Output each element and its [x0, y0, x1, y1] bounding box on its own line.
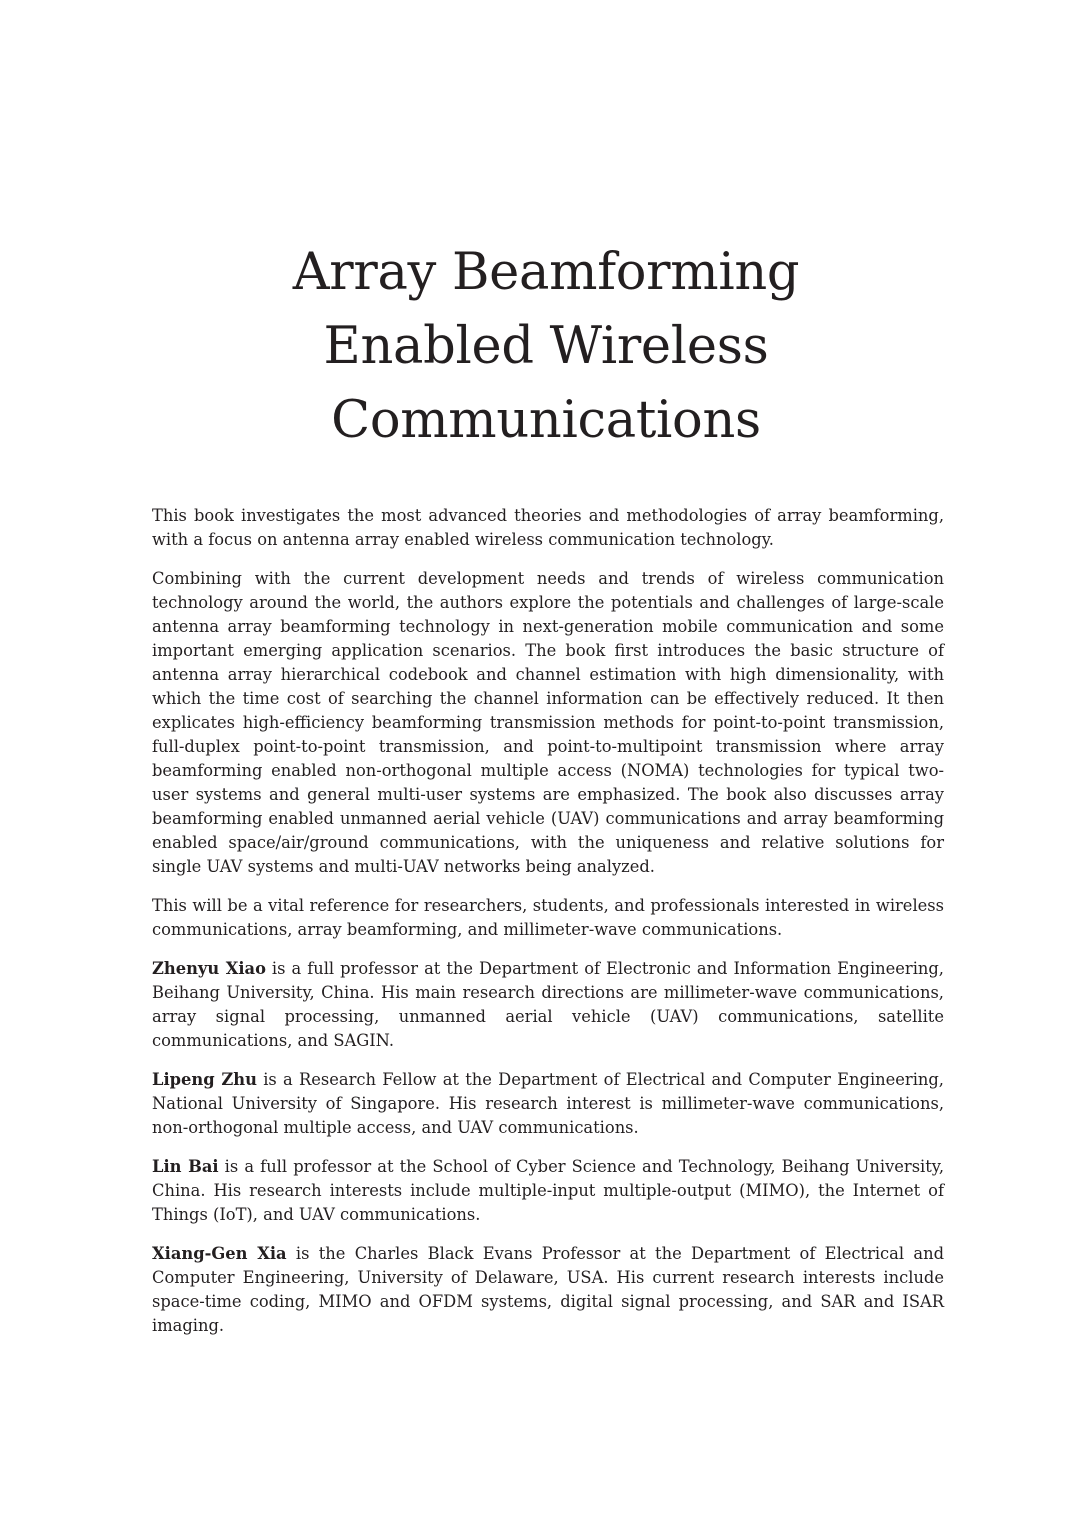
author-name: Lin Bai [152, 1157, 219, 1176]
title-line-3: Communications [331, 391, 761, 450]
description-paragraph-2: Combining with the current development needs and trends of wireless communication technology around the world, the authors explore the potentials and challenges of large-scale antenna array beamforming technology in next-generation mobile communication and some important emerging application scenarios. The book first introduces the basic structure of antenna array hierarchical codebook and channel estimation with high dimensionality, with which the time cost of searching the channel information can be effectively reduced. It then explicates high-efficiency beamforming transmission methods for point-to-point transmission, full-duplex point-to-point transmission, and point-to-multipoint transmission where array beamforming enabled non-orthogonal multiple access (NOMA) technologies for typical two-user systems and general multi-user systems are emphasized. The book also discusses array beamforming enabled unmanned aerial vehicle (UAV) communications and array beamforming enabled space/air/ground communications, with the uniqueness and relative solutions for single UAV systems and multi-UAV networks being analyzed. [152, 569, 944, 876]
author-bio-text: is a full professor at the Department of Electronic and Information Engineering, Beihang University, China. His main research directions are millimeter-wave communications, array signal processing, unmanned aerial vehicle (UAV) communications, satellite communications, and SAGIN. [152, 959, 944, 1050]
title-line-2: Enabled Wireless [323, 317, 769, 376]
author-bio-lipeng-zhu [152, 1068, 944, 1140]
author-name: Zhenyu Xiao [152, 959, 266, 978]
author-bio-lin-bai [152, 1155, 944, 1227]
author-bio-xiang-gen-xia [152, 1242, 944, 1338]
description-paragraph-1: This book investigates the most advanced theories and methodologies of array beamforming, with a focus on antenna array enabled wireless communication technology. [152, 506, 944, 549]
author-bio-text: is a Research Fellow at the Department of Electrical and Computer Engineering, National University of Singapore. His research interest is millimeter-wave communications, non-orthogonal multiple access, and UAV communications. [152, 1070, 944, 1137]
book-title [0, 236, 1092, 458]
author-bio-text: is the Charles Black Evans Professor at the Department of Electrical and Computer Engineering, University of Delaware, USA. His current research interests include space-time coding, MIMO and OFDM systems, digital signal processing, and SAR and ISAR imaging. [152, 1244, 945, 1335]
author-bio-text: is a full professor at the School of Cyber Science and Technology, Beihang University, China. His research interests include multiple-input multiple-output (MIMO), the Internet of Things (IoT), and UAV communications. [152, 1157, 945, 1224]
title-line-1: Array Beamforming [292, 243, 800, 302]
author-name: Xiang-Gen Xia [152, 1244, 287, 1263]
book-description [152, 504, 944, 1353]
description-paragraph-3: This will be a vital reference for researchers, students, and professionals interested in wireless communications, array beamforming, and millimeter-wave communications. [152, 896, 944, 939]
author-name: Lipeng Zhu [152, 1070, 257, 1089]
author-bio-zhenyu-xiao [152, 957, 944, 1053]
